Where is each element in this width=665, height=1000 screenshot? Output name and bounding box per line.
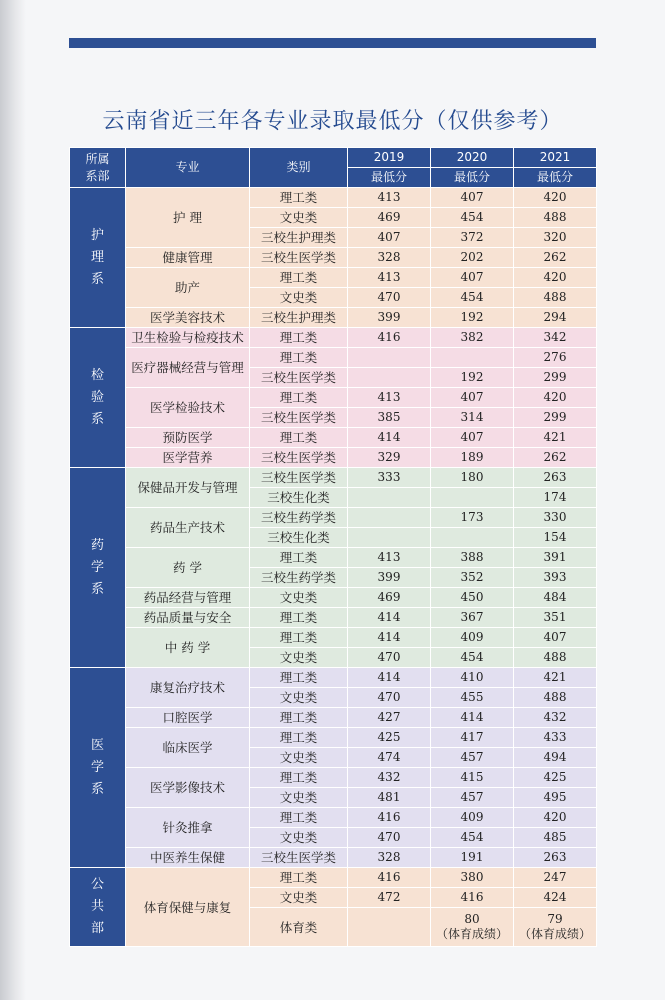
score-cell-2020: 380 <box>431 868 514 888</box>
category-cell: 理工类 <box>250 268 348 288</box>
major-cell: 针灸推拿 <box>126 808 250 848</box>
score-cell-2021: 174 <box>514 488 597 508</box>
category-cell: 理工类 <box>250 388 348 408</box>
dept-cell: 公 共 部 <box>70 868 126 947</box>
score-cell-2019: 472 <box>348 888 431 908</box>
top-accent-bar <box>69 38 596 48</box>
score-cell-2019: 413 <box>348 548 431 568</box>
score-cell-2021: 263 <box>514 848 597 868</box>
category-cell: 三校生护理类 <box>250 308 348 328</box>
table-row <box>70 808 597 828</box>
category-cell: 理工类 <box>250 608 348 628</box>
score-cell-2020: 415 <box>431 768 514 788</box>
category-cell: 理工类 <box>250 188 348 208</box>
score-cell-2021: 432 <box>514 708 597 728</box>
score-cell-2021: 262 <box>514 448 597 468</box>
score-cell-2021: 420 <box>514 188 597 208</box>
score-cell-2020: 189 <box>431 448 514 468</box>
score-cell-2021: 294 <box>514 308 597 328</box>
header-year-2021: 2021 <box>514 148 597 168</box>
score-cell-2020: 409 <box>431 808 514 828</box>
category-cell: 三校生护理类 <box>250 228 348 248</box>
score-cell-2019 <box>348 348 431 368</box>
major-cell: 口腔医学 <box>126 708 250 728</box>
score-cell-2020: 410 <box>431 668 514 688</box>
major-cell: 医学影像技术 <box>126 768 250 808</box>
score-cell-2019: 399 <box>348 568 431 588</box>
score-cell-2021: 420 <box>514 268 597 288</box>
score-cell-2021: 79 （体育成绩） <box>514 908 597 947</box>
score-cell-2020: 416 <box>431 888 514 908</box>
score-cell-2021: 393 <box>514 568 597 588</box>
score-cell-2019 <box>348 908 431 947</box>
score-cell-2020 <box>431 348 514 368</box>
table-row <box>70 328 597 348</box>
score-cell-2020: 407 <box>431 188 514 208</box>
table-row <box>70 628 597 648</box>
score-cell-2021: 351 <box>514 608 597 628</box>
category-cell: 理工类 <box>250 328 348 348</box>
score-cell-2020: 454 <box>431 648 514 668</box>
category-cell: 理工类 <box>250 728 348 748</box>
score-cell-2021: 330 <box>514 508 597 528</box>
major-cell: 中医养生保健 <box>126 848 250 868</box>
category-cell: 理工类 <box>250 708 348 728</box>
score-cell-2021: 485 <box>514 828 597 848</box>
score-cell-2021: 421 <box>514 428 597 448</box>
score-cell-2021: 488 <box>514 208 597 228</box>
table-row <box>70 348 597 368</box>
table-body <box>70 188 597 947</box>
score-cell-2021: 299 <box>514 368 597 388</box>
category-cell: 三校生医学类 <box>250 248 348 268</box>
admission-score-table <box>69 147 597 947</box>
score-cell-2020: 455 <box>431 688 514 708</box>
score-cell-2019: 470 <box>348 648 431 668</box>
major-cell: 医学美容技术 <box>126 308 250 328</box>
table-row <box>70 448 597 468</box>
major-cell: 药品质量与安全 <box>126 608 250 628</box>
category-cell: 三校生医学类 <box>250 468 348 488</box>
category-cell: 理工类 <box>250 868 348 888</box>
dept-cell: 医 学 系 <box>70 668 126 868</box>
score-cell-2020: 173 <box>431 508 514 528</box>
major-cell: 医疗器械经营与管理 <box>126 348 250 388</box>
major-cell: 保健品开发与管理 <box>126 468 250 508</box>
score-cell-2019: 333 <box>348 468 431 488</box>
score-cell-2020: 454 <box>431 288 514 308</box>
score-cell-2019: 413 <box>348 268 431 288</box>
category-cell: 理工类 <box>250 668 348 688</box>
score-cell-2019: 407 <box>348 228 431 248</box>
score-cell-2019: 481 <box>348 788 431 808</box>
score-cell-2020: 192 <box>431 368 514 388</box>
score-cell-2019: 427 <box>348 708 431 728</box>
score-cell-2019: 416 <box>348 808 431 828</box>
score-cell-2019: 414 <box>348 628 431 648</box>
score-cell-2021: 488 <box>514 688 597 708</box>
category-cell: 三校生药学类 <box>250 508 348 528</box>
score-cell-2020: 180 <box>431 468 514 488</box>
table-row <box>70 868 597 888</box>
score-cell-2020: 372 <box>431 228 514 248</box>
category-cell: 三校生医学类 <box>250 408 348 428</box>
score-cell-2019: 469 <box>348 208 431 228</box>
header-min-2020: 最低分 <box>431 168 514 188</box>
category-cell: 三校生药学类 <box>250 568 348 588</box>
category-cell: 文史类 <box>250 288 348 308</box>
score-cell-2020: 457 <box>431 748 514 768</box>
score-cell-2019 <box>348 508 431 528</box>
table-row <box>70 268 597 288</box>
score-cell-2021: 262 <box>514 248 597 268</box>
major-cell: 助产 <box>126 268 250 308</box>
header-year-2019: 2019 <box>348 148 431 168</box>
major-cell: 护 理 <box>126 188 250 248</box>
table-row <box>70 728 597 748</box>
table-row <box>70 188 597 208</box>
header-min-2021: 最低分 <box>514 168 597 188</box>
table-row <box>70 768 597 788</box>
category-cell: 三校生医学类 <box>250 848 348 868</box>
category-cell: 文史类 <box>250 648 348 668</box>
table-row <box>70 588 597 608</box>
header-min-2019: 最低分 <box>348 168 431 188</box>
table-row <box>70 548 597 568</box>
category-cell: 三校生化类 <box>250 488 348 508</box>
category-cell: 理工类 <box>250 628 348 648</box>
table-row <box>70 308 597 328</box>
header-category: 类别 <box>250 148 348 188</box>
dept-cell: 检 验 系 <box>70 328 126 468</box>
page-title: 云南省近三年各专业录取最低分（仅供参考） <box>102 109 563 134</box>
table-row <box>70 428 597 448</box>
score-cell-2020: 454 <box>431 208 514 228</box>
score-cell-2020: 407 <box>431 428 514 448</box>
table-row <box>70 468 597 488</box>
score-cell-2020: 450 <box>431 588 514 608</box>
score-cell-2020: 407 <box>431 268 514 288</box>
score-cell-2019: 416 <box>348 328 431 348</box>
score-cell-2019: 399 <box>348 308 431 328</box>
category-cell: 文史类 <box>250 788 348 808</box>
score-cell-2020 <box>431 528 514 548</box>
category-cell: 理工类 <box>250 768 348 788</box>
header-year-2020: 2020 <box>431 148 514 168</box>
score-cell-2021: 494 <box>514 748 597 768</box>
score-cell-2020: 409 <box>431 628 514 648</box>
table-row <box>70 248 597 268</box>
table-row <box>70 708 597 728</box>
score-cell-2021: 495 <box>514 788 597 808</box>
table-row <box>70 668 597 688</box>
score-cell-2021: 276 <box>514 348 597 368</box>
score-cell-2019 <box>348 488 431 508</box>
category-cell: 体育类 <box>250 908 348 947</box>
score-cell-2019 <box>348 368 431 388</box>
score-cell-2020: 80 （体育成绩） <box>431 908 514 947</box>
category-cell: 理工类 <box>250 348 348 368</box>
score-cell-2019: 432 <box>348 768 431 788</box>
score-cell-2019: 328 <box>348 848 431 868</box>
score-cell-2020: 457 <box>431 788 514 808</box>
category-cell: 文史类 <box>250 688 348 708</box>
header-major: 专业 <box>126 148 250 188</box>
major-cell: 康复治疗技术 <box>126 668 250 708</box>
category-cell: 三校生医学类 <box>250 448 348 468</box>
header-dept: 所属 系部 <box>70 148 126 188</box>
category-cell: 三校生医学类 <box>250 368 348 388</box>
category-cell: 三校生化类 <box>250 528 348 548</box>
score-cell-2019: 414 <box>348 428 431 448</box>
major-cell: 中 药 学 <box>126 628 250 668</box>
category-cell: 文史类 <box>250 748 348 768</box>
score-cell-2020: 407 <box>431 388 514 408</box>
score-cell-2019: 413 <box>348 188 431 208</box>
score-cell-2019: 385 <box>348 408 431 428</box>
score-cell-2021: 488 <box>514 288 597 308</box>
score-cell-2021: 488 <box>514 648 597 668</box>
score-cell-2021: 420 <box>514 388 597 408</box>
score-cell-2019 <box>348 528 431 548</box>
score-cell-2019: 329 <box>348 448 431 468</box>
category-cell: 理工类 <box>250 808 348 828</box>
score-cell-2021: 342 <box>514 328 597 348</box>
score-cell-2020: 388 <box>431 548 514 568</box>
major-cell: 预防医学 <box>126 428 250 448</box>
score-cell-2020 <box>431 488 514 508</box>
score-cell-2020: 191 <box>431 848 514 868</box>
score-cell-2019: 328 <box>348 248 431 268</box>
category-cell: 理工类 <box>250 548 348 568</box>
book-spine-shadow <box>0 0 26 1000</box>
score-cell-2020: 352 <box>431 568 514 588</box>
score-cell-2021: 391 <box>514 548 597 568</box>
category-cell: 文史类 <box>250 588 348 608</box>
score-cell-2021: 154 <box>514 528 597 548</box>
score-cell-2020: 417 <box>431 728 514 748</box>
score-cell-2021: 433 <box>514 728 597 748</box>
score-cell-2021: 299 <box>514 408 597 428</box>
major-cell: 医学营养 <box>126 448 250 468</box>
category-cell: 理工类 <box>250 428 348 448</box>
score-cell-2021: 320 <box>514 228 597 248</box>
score-cell-2019: 474 <box>348 748 431 768</box>
dept-cell: 护 理 系 <box>70 188 126 328</box>
major-cell: 药 学 <box>126 548 250 588</box>
score-cell-2019: 413 <box>348 388 431 408</box>
score-cell-2021: 484 <box>514 588 597 608</box>
score-cell-2019: 414 <box>348 608 431 628</box>
table-row <box>70 388 597 408</box>
major-cell: 临床医学 <box>126 728 250 768</box>
major-cell: 体育保健与康复 <box>126 868 250 947</box>
score-cell-2021: 247 <box>514 868 597 888</box>
major-cell: 卫生检验与检疫技术 <box>126 328 250 348</box>
score-cell-2021: 420 <box>514 808 597 828</box>
category-cell: 文史类 <box>250 208 348 228</box>
score-cell-2020: 454 <box>431 828 514 848</box>
score-cell-2021: 421 <box>514 668 597 688</box>
score-cell-2020: 314 <box>431 408 514 428</box>
score-cell-2020: 414 <box>431 708 514 728</box>
score-cell-2021: 263 <box>514 468 597 488</box>
score-cell-2019: 470 <box>348 688 431 708</box>
score-cell-2019: 414 <box>348 668 431 688</box>
table-row <box>70 848 597 868</box>
table-row <box>70 608 597 628</box>
major-cell: 医学检验技术 <box>126 388 250 428</box>
score-cell-2021: 407 <box>514 628 597 648</box>
dept-cell: 药 学 系 <box>70 468 126 668</box>
score-cell-2020: 367 <box>431 608 514 628</box>
score-cell-2020: 202 <box>431 248 514 268</box>
score-cell-2021: 425 <box>514 768 597 788</box>
major-cell: 药品经营与管理 <box>126 588 250 608</box>
category-cell: 文史类 <box>250 888 348 908</box>
major-cell: 健康管理 <box>126 248 250 268</box>
score-cell-2021: 424 <box>514 888 597 908</box>
score-cell-2020: 192 <box>431 308 514 328</box>
score-cell-2019: 470 <box>348 828 431 848</box>
score-cell-2019: 425 <box>348 728 431 748</box>
major-cell: 药品生产技术 <box>126 508 250 548</box>
score-cell-2020: 382 <box>431 328 514 348</box>
table-row <box>70 508 597 528</box>
score-cell-2019: 416 <box>348 868 431 888</box>
score-cell-2019: 470 <box>348 288 431 308</box>
score-cell-2019: 469 <box>348 588 431 608</box>
category-cell: 文史类 <box>250 828 348 848</box>
